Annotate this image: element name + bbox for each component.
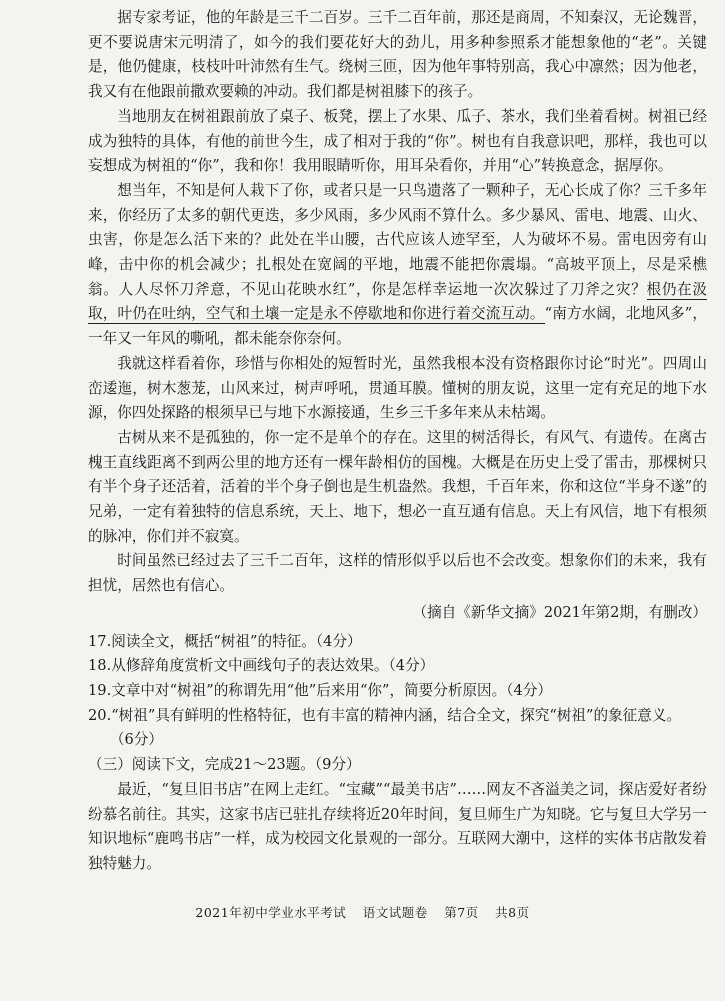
question-19 [88, 679, 707, 704]
paragraph-3-text-a: 想当年，不知是何人栽下了你，或者只是一只鸟遗落了一颗种子，无心长成了你？三千多年来，你经历了太多的朝代更迭，多少风雨，多少风雨不算什么。多少暴风、雷电、地震、山火、虫害，你是怎么活下来的？此处在半山腰，古代应该人迹罕至，人为破坏不易。雷电因旁有山峰，击中你的机会减少；扎根处在宽阔的平地，地震不能把你震塌。“高坡平顶上，尽是采樵翁。人人尽怀刀斧意，不见山花映水红”，你是怎样幸运地一次次躲过了刀斧之灾？ [88, 181, 707, 298]
article-paragraph-5: 古树从来不是孤独的，你一定不是单个的存在。这里的树活得长，有风气、有遗传。在离古槐王直线距离不到两公里的地方还有一棵年龄相仿的国槐。大概是在历史上受了雷击，那棵树只有半个身子还活着，活着的半个身子倒也是生机盎然。我想，千百年来，你和这位“半身不遂”的兄弟，一定有着独特的信息系统，天上、地下，想必一直互通有信息。天上有风信，地下有根须的脉冲，你们并不寂寞。 [88, 428, 707, 545]
paragraph-3-text-b: “南方水阔，北地风多”，一年又一年风的嘶吼，都未能奈你奈何。 [88, 305, 707, 348]
section-3-paragraph-1: 最近，“复旦旧书店”在网上走红。“宝藏”“最美书店”……网友不吝溢美之词，探店爱好者纷纷慕名前往。其实，这家书店已驻扎存续将近20年时间，复旦师生广为知晓。它与复旦大学另一知识地标“鹿鸣书店”一样，成为校园文化景观的一部分。互联网大潮中，这样的实体书店散发着独特魅力。 [88, 780, 707, 872]
question-17 [88, 630, 707, 655]
section-3-heading: （三）阅读下文，完成21～23题。（9分） [88, 756, 361, 774]
article-paragraph-2: 当地朋友在树祖跟前放了桌子、板凳，摆上了水果、瓜子、茶水，我们坐着看树。树祖已经成为独特的具体，有他的前世今生，成了相对于我的“你”。树也有自我意识吧，那样，我也可以妄想成为树祖的“你”，我和你！我用眼睛听你，用耳朵看你，并用“心”转换意念，据厚你。 [88, 107, 707, 175]
question-number: 18. [88, 657, 112, 675]
question-number: 19. [88, 681, 112, 699]
question-text: 文章中对“树祖”的称谓先用“他”后来用“你”，简要分析原因。（4分） [111, 681, 553, 699]
page-content [88, 6, 707, 877]
question-18 [88, 654, 707, 679]
question-text: 阅读全文，概括“树祖”的特征。（4分） [111, 632, 362, 650]
article-paragraph-4: 我就这样看着你，珍惜与你相处的短暂时光，虽然我根本没有资格跟你讨论“时光”。四周山峦逶迤，树木葱茏，山风来过，树声呼吼，贯通耳膜。懂树的朋友说，这里一定有充足的地下水源，你四处探路的根须早已与地下水源接通，生乡三千多年来从未枯竭。 [88, 354, 707, 422]
footer-subject: 语文试题卷 [362, 905, 428, 920]
article-source: （摘自《新华文摘》2021年第2期，有删改） [412, 603, 707, 621]
question-text: “树祖”具有鲜明的性格特征，也有丰富的精神内涵，结合全文，探究“树祖”的象征意义。 [111, 706, 682, 724]
footer-total-pages: 共8页 [495, 905, 530, 920]
article-paragraph-3 [88, 179, 707, 352]
article-paragraph-6: 时间虽然已经过去了三千二百年，这样的情形似乎以后也不会改变。想象你们的未来，我有担忧，居然也有信心。 [88, 552, 707, 595]
question-20 [88, 704, 707, 729]
article-paragraph-1: 据专家考证，他的年龄是三千二百岁。三千二百年前，那还是商周，不知秦汉，无论魏晋，更不要说唐宋元明清了，如今的我们要花好大的劲儿，用多种参照系才能想象他的“老”。关键是，他仍健康，枝枝叶叶沛然有生气。绕树三匝，因为他年事特别高，我心中凛然；因为他老，我又有在他跟前撒欢要赖的冲动。我们都是树祖膝下的孩子。 [88, 9, 707, 101]
underlined-sentence: 根仍在汲取，叶仍在吐纳，空气和土壤一定是永不停歇地和你进行着交流互动。 [88, 280, 707, 323]
question-20-score: （6分） [109, 731, 163, 749]
footer-exam-name: 2021年初中学业水平考试 [195, 905, 347, 920]
footer-page-number: 第7页 [444, 905, 479, 920]
page-footer [0, 903, 725, 921]
question-number: 17. [88, 632, 112, 650]
question-text: 从修辞角度赏析文中画线句子的表达效果。（4分） [111, 657, 435, 675]
question-number: 20. [88, 706, 112, 724]
